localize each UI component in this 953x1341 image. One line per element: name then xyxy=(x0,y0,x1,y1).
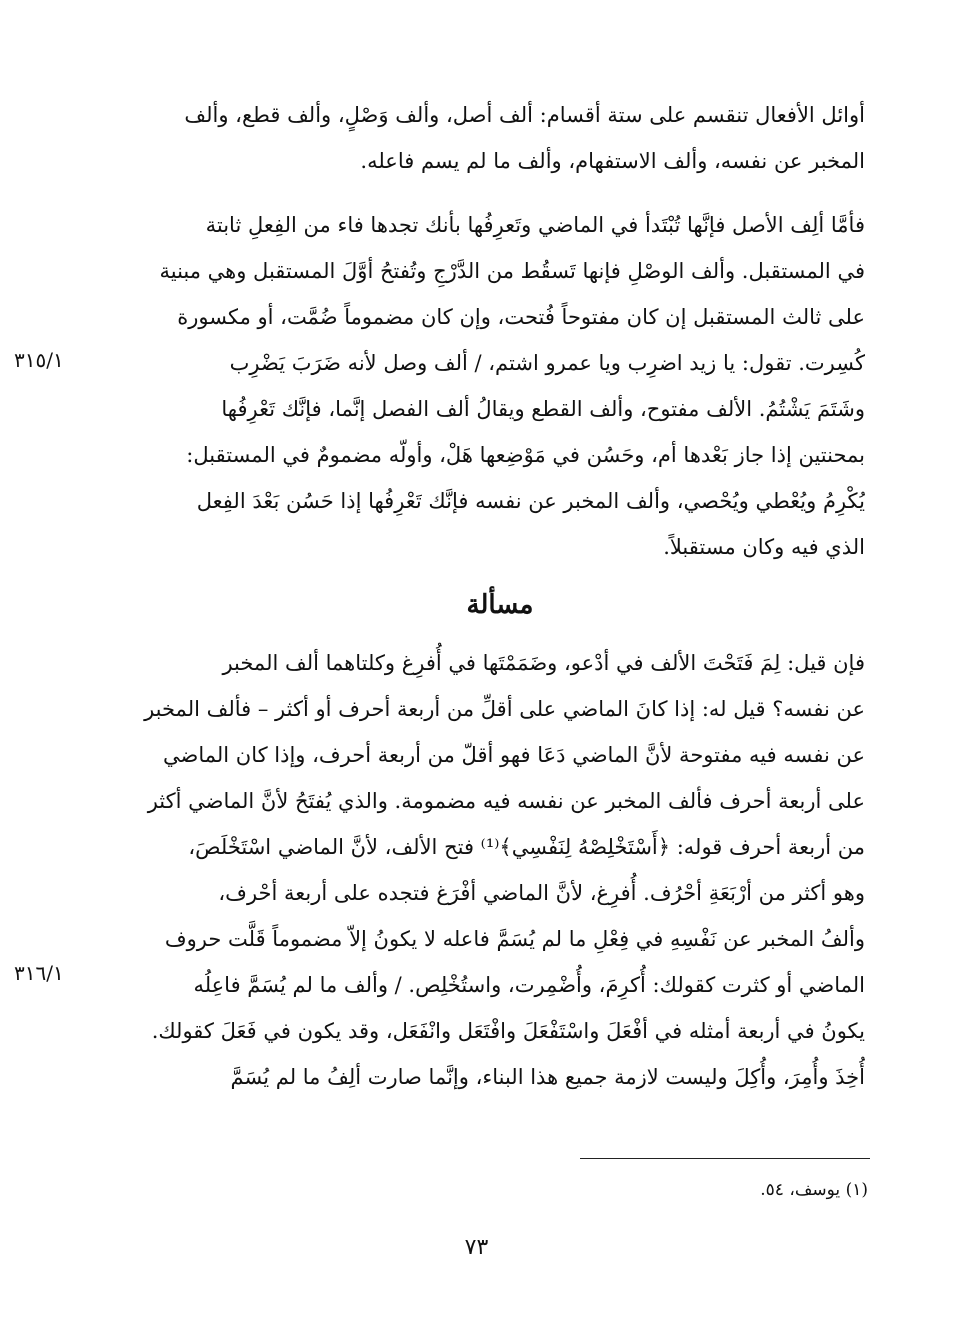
text-line: في المستقبل. وألف الوصْلِ فإنها تَسقُط من الدَّرْجِ وتُفتحُ أوَّلَ المستقبل وهي مبنية xyxy=(159,259,865,283)
text-line: عن نفسه فيه مفتوحة لأنَّ الماضي دَعَا فهو أقلّ من أربعة أحرف، وإذا كان الماضي xyxy=(163,743,865,767)
text-line: يُكْرِمُ ويُعْطي ويُحْصي، وألف المخبر عن نفسه فإنَّك تَعْرِفُها إذا حَسُن بَعْدَ الفِعل xyxy=(196,489,865,513)
margin-reference: ٣١٦/١ xyxy=(14,961,64,985)
text-line: وشَتَمَ يَشْتُمُ. الألف مفتوح، وألف القطع ويقالُ ألف الفصل إنَّما، فإنَّك تَعْرِفُها xyxy=(221,397,865,421)
paragraph-1 xyxy=(135,92,865,184)
margin-reference: ٣١٥/١ xyxy=(14,348,64,372)
text-line: يكونُ في أربعة أمثله في أفْعَلَ واسْتَفْعَلَ وافْتَعَل وانْفَعَل، وقد يكون في فَعَلَ كقولك. xyxy=(151,1019,865,1043)
text-line: عن نفسه؟ قيل له: إذا كانَ الماضي على أقلِّ من أربعة أحرف أو أكثر – فألف المخبر xyxy=(144,697,865,721)
text-line: فأمَّا ألِف الأصل فإنَّها تُبْتَدأ في الماضي وتَعرِفُها بأنك تجدها فاء من الفِعلِ ثابتة xyxy=(205,213,865,237)
text-line: أُخِذَ وأُمِرَ، وأُكِلَ وليست لازمة جميع هذا البناء، وإنَّما صارت ألِفُ ما لم يُسَمَّ xyxy=(230,1065,865,1089)
text-line: كُسِرت. تقول: يا زيد اضرِب ويا عمرو اشتم، / ألف وصل لأنه ضَرَبَ يَضْرِب xyxy=(229,351,865,375)
paragraph-3 xyxy=(135,640,865,1100)
text-line: الماضي أو كثرت كقولك: أُكرِمَ، وأُضْمِرت، واستُخْلِص. / وألف ما لم يُسَمَّ فاعِلُه xyxy=(193,973,865,997)
paragraph-2 xyxy=(135,202,865,570)
text-line: من أربعة أحرف قوله: ﴿أَسْتَخْلِصْهُ لِنَفْسِي﴾⁽¹⁾ فتح الألف، لأنَّ الماضي اسْتَخْلَصَ، xyxy=(188,835,865,859)
text-line: المخبر عن نفسه، وألف الاستفهام، وألف ما لم يسم فاعله. xyxy=(360,149,865,173)
text-line: على أربعة أحرف فألف المخبر عن نفسه فيه مضمومة. والذي يُفتَحُ لأنَّ الماضي أكثر xyxy=(147,789,865,813)
footnote-divider xyxy=(580,1158,870,1159)
text-line: وهو أكثر من أرْبَعَةِ أحْرُف. أُفرِغ، لأنَّ الماضي أفْرَغ فتجده على أربعة أحْرف، xyxy=(218,881,865,905)
text-line: الذي فيه وكان مستقبلاً. xyxy=(663,535,865,559)
footnote: (١) يوسف، ٥٤. xyxy=(760,1180,868,1200)
page-number: ٧٣ xyxy=(464,1235,489,1260)
text-line: وألفُ المخبر عن نَفْسِهِ في فِعْلِ ما لم يُسَمَّ فاعله لا يكونُ إلاّ مضموماً قَلَّت حروف xyxy=(164,927,865,951)
text-line: بمحنتين إذا جاز بَعْدها أم، وحَسُن في مَوْضِعها هَلْ، وأولّه مضمومٌ في المستقبل: xyxy=(186,443,865,467)
text-line: فإن قيل: لِمَ فَتَحْتَ الألف في أدْعو، وضَمَمْتَها في أُفرِغ وكلتاهما ألف المخبر xyxy=(222,651,865,675)
section-heading: مسألة xyxy=(466,590,534,620)
text-line: أوائل الأفعال تنقسم على ستة أقسام: ألف أصل، وألف وَصْلٍ، وألف قطع، وألف xyxy=(184,103,865,127)
text-line: على ثالث المستقبل إن كان مفتوحاً فُتحت، وإن كان مضموماً ضُمَّت، أو مكسورة xyxy=(177,305,865,329)
